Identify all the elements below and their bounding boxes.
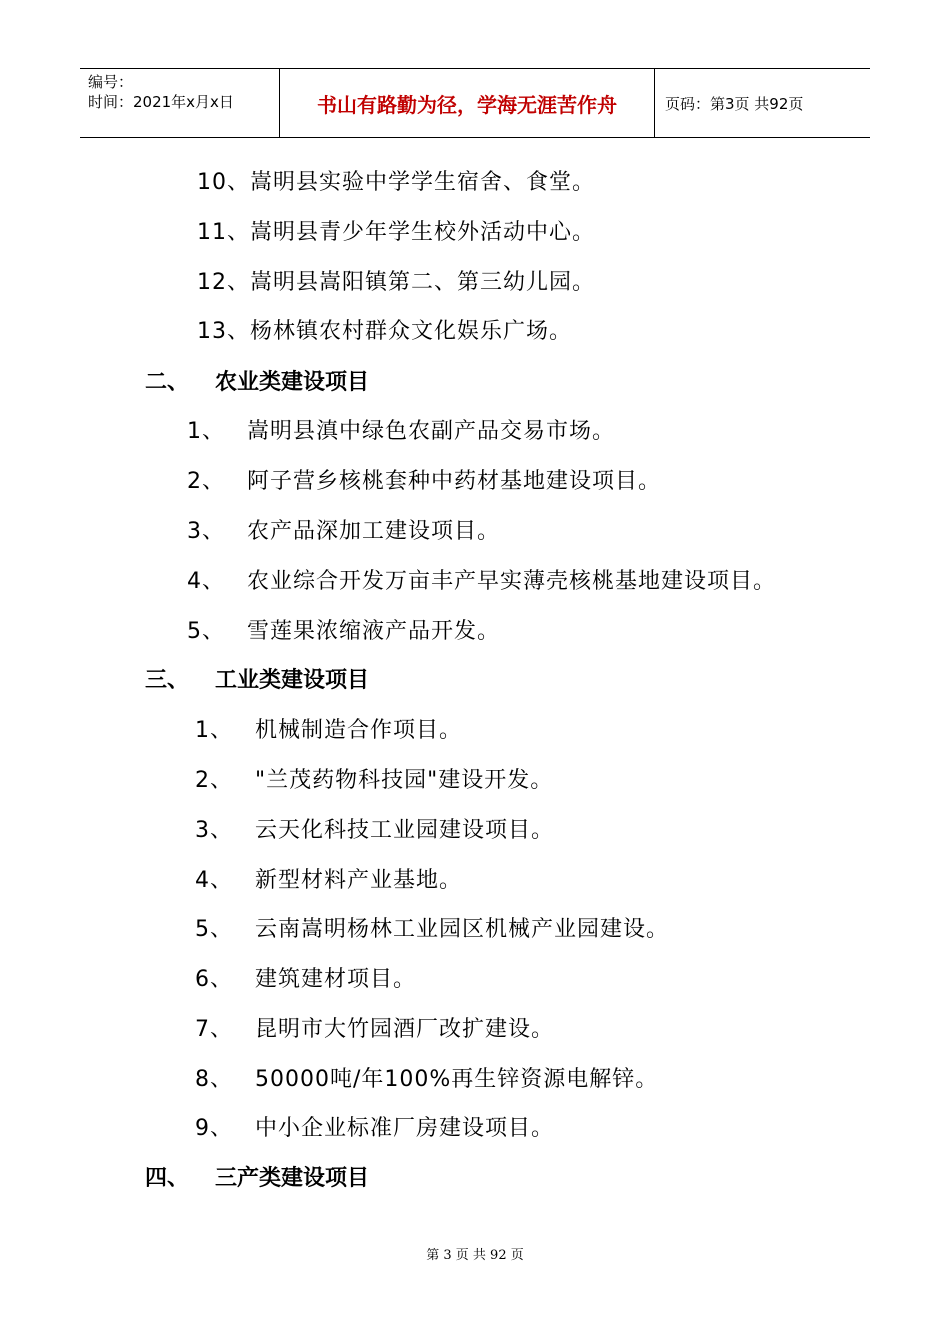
item-text: 中小企业标准厂房建设项目。: [255, 1116, 555, 1141]
page-header: [80, 68, 870, 138]
item-number: 4、: [187, 569, 225, 594]
item-number: 2、: [187, 469, 225, 494]
item-number: 5、: [187, 619, 225, 644]
item-number: 3、: [195, 818, 233, 843]
item-text: 昆明市大竹园酒厂改扩建设。: [255, 1017, 555, 1042]
item-text: 农产品深加工建设项目。: [247, 519, 501, 544]
item-text: 新型材料产业基地。: [255, 868, 463, 893]
list-item: [187, 567, 776, 597]
section-number: 三、: [145, 667, 190, 693]
item-text: 农业综合开发万亩丰产早实薄壳核桃基地建设项目。: [247, 569, 777, 594]
section-title: 农业类建设项目: [215, 369, 370, 395]
list-item: [187, 417, 615, 447]
list-item: [195, 766, 553, 796]
code-label: 编号：: [88, 73, 134, 91]
list-item: 11、嵩明县青少年学生校外活动中心。: [197, 220, 595, 245]
list-item: 12、嵩明县嵩阳镇第二、第三幼儿园。: [197, 270, 595, 295]
list-item: [187, 617, 500, 647]
item-number: 1、: [195, 718, 233, 743]
item-number: 9、: [195, 1116, 233, 1141]
item-text: 建筑建材项目。: [255, 967, 417, 992]
list-item: [195, 1065, 658, 1095]
item-text: "兰茂药物科技园"建设开发。: [255, 768, 554, 793]
item-text: 云天化科技工业园建设项目。: [255, 818, 555, 843]
section-number: 二、: [145, 369, 190, 395]
date-label: 时间：2021年x月x日: [88, 93, 234, 111]
item-number: 6、: [195, 967, 233, 992]
list-item: [195, 965, 416, 995]
section-title: 三产类建设项目: [215, 1165, 370, 1191]
list-item: 10、嵩明县实验中学学生宿舍、食堂。: [197, 170, 595, 195]
list-item: [195, 915, 669, 945]
section-heading: [145, 1163, 369, 1193]
list-item: [195, 1015, 554, 1045]
section-number: 四、: [145, 1165, 190, 1191]
item-number: 4、: [195, 868, 233, 893]
item-number: 5、: [195, 917, 233, 942]
page-footer: 第 3 页 共 92 页: [426, 1248, 524, 1263]
item-text: 50000吨/年100%再生锌资源电解锌。: [255, 1067, 659, 1092]
item-text: 云南嵩明杨林工业园区机械产业园建设。: [255, 917, 670, 942]
item-text: 雪莲果浓缩液产品开发。: [247, 619, 501, 644]
list-item: [187, 517, 500, 547]
header-page-number: 页码：第3页 共92页: [665, 94, 804, 113]
list-item: 13、杨林镇农村群众文化娱乐广场。: [197, 319, 572, 344]
item-number: 8、: [195, 1067, 233, 1092]
item-number: 1、: [187, 419, 225, 444]
section-heading: [145, 665, 369, 695]
item-text: 阿子营乡核桃套种中药材基地建设项目。: [247, 469, 662, 494]
section-title: 工业类建设项目: [215, 667, 370, 693]
item-text: 机械制造合作项目。: [255, 718, 463, 743]
header-motto: 书山有路勤为径，学海无涯苦作舟: [280, 69, 655, 137]
item-number: 3、: [187, 519, 225, 544]
section-heading: [145, 367, 369, 397]
item-text: 嵩明县滇中绿色农副产品交易市场。: [247, 419, 616, 444]
item-number: 7、: [195, 1017, 233, 1042]
list-item: [195, 816, 554, 846]
item-number: 2、: [195, 768, 233, 793]
list-item: [195, 1114, 554, 1144]
list-item: [195, 866, 462, 896]
list-item: [195, 716, 462, 746]
header-meta: [80, 69, 280, 137]
list-item: [187, 467, 661, 497]
